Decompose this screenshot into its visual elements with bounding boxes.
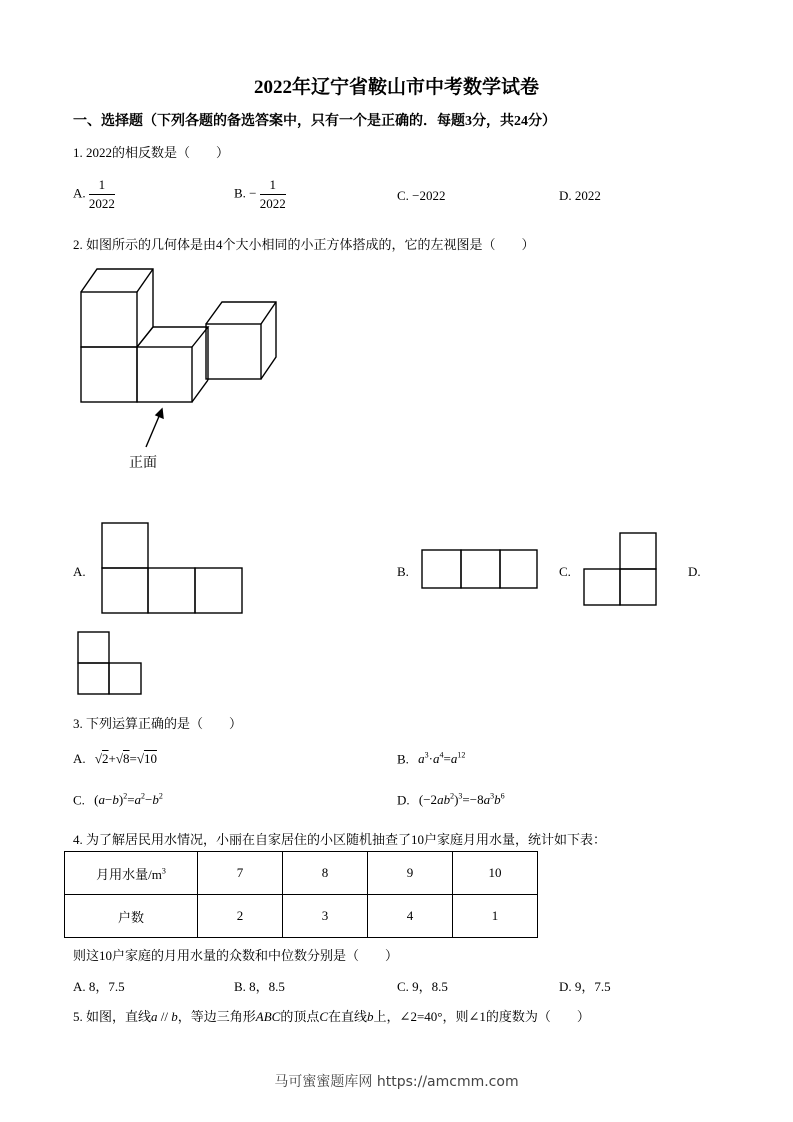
table-cell: 7	[198, 852, 283, 895]
front-view-label: 正面	[129, 456, 157, 471]
q5-stem: 5. 如图，直线a // b，等边三角形ABC的顶点C在直线b上，∠2=40°，则∠1的度数为（ ）	[73, 1009, 590, 1024]
table-cell: 10	[453, 852, 538, 895]
table-cell: 8	[283, 852, 368, 895]
table-cell: 1	[453, 895, 538, 938]
q4-stem: 4. 为了解居民用水情况，小丽在自家居住的小区随机抽查了10户家庭月用水量，统计如下表：	[73, 832, 607, 847]
table-cell: 9	[368, 852, 453, 895]
q4-option-d[interactable]: D. 9，7.5	[559, 979, 611, 994]
q2-option-b-label[interactable]: B.	[397, 564, 409, 579]
footer-watermark: 马可蜜蜜题库网 https://amcmm.com	[274, 1074, 519, 1090]
q2-option-c-label[interactable]: C.	[559, 564, 571, 579]
q2-option-a-label[interactable]: A.	[73, 564, 86, 579]
table-header-cell: 户数	[65, 895, 198, 938]
water-usage-table	[64, 851, 538, 938]
q3-option-b[interactable]: B. $a^3\cdot a^4=a^{12}$	[397, 751, 466, 767]
q1-stem: 1. 2022的相反数是（ ）	[73, 145, 230, 160]
table-cell: 3	[283, 895, 368, 938]
q2-option-d-label[interactable]: D.	[688, 564, 701, 579]
q4-option-c[interactable]: C. 9，8.5	[397, 979, 448, 994]
table-header-cell: 月用水量$/m^3$	[65, 852, 198, 895]
option-a-label: A.	[73, 185, 86, 201]
exam-title: 2022年辽宁省鞍山市中考数学试卷	[253, 77, 539, 98]
q1-option-d[interactable]: D. 2022	[559, 188, 601, 203]
q3-option-d[interactable]: D. $(-2ab^2)^3=-8a^3b^6$	[397, 792, 505, 808]
option-a-label: A.	[73, 751, 86, 766]
numerator: 1	[89, 176, 115, 195]
option-c-label: C.	[73, 792, 85, 808]
denominator: 2022	[88, 196, 115, 211]
q4-followup: 则这10户家庭的月用水量的众数和中位数分别是（ ）	[73, 948, 399, 963]
table-cell: 4	[368, 895, 453, 938]
q3-option-a[interactable]: A. √2+√8=√10	[73, 751, 157, 766]
section-heading-choice: 一、选择题（下列各题的备选答案中，只有一个是正确的．每题3分，共24分）	[73, 114, 556, 129]
option-d-label: D.	[397, 792, 410, 808]
q3-stem: 3. 下列运算正确的是（ ）	[73, 716, 243, 731]
q3-option-c[interactable]: C. $(a-b)^2=a^2-b^2$	[73, 792, 163, 808]
minus-sign: −	[249, 185, 257, 201]
denominator: 2022	[259, 196, 286, 211]
table-row	[65, 852, 538, 895]
q4-option-a[interactable]: A. 8，7.5	[73, 979, 125, 994]
q1-option-c[interactable]: C. −2022	[397, 188, 446, 203]
numerator: 1	[260, 176, 286, 195]
option-b-label: B.	[397, 751, 409, 767]
table-row	[65, 895, 538, 938]
option-b-label: B.	[234, 185, 246, 201]
q4-option-b[interactable]: B. 8，8.5	[234, 979, 285, 994]
q2-stem: 2. 如图所示的几何体是由4个大小相同的小正方体搭成的，它的左视图是（ ）	[73, 237, 535, 252]
table-cell: 2	[198, 895, 283, 938]
